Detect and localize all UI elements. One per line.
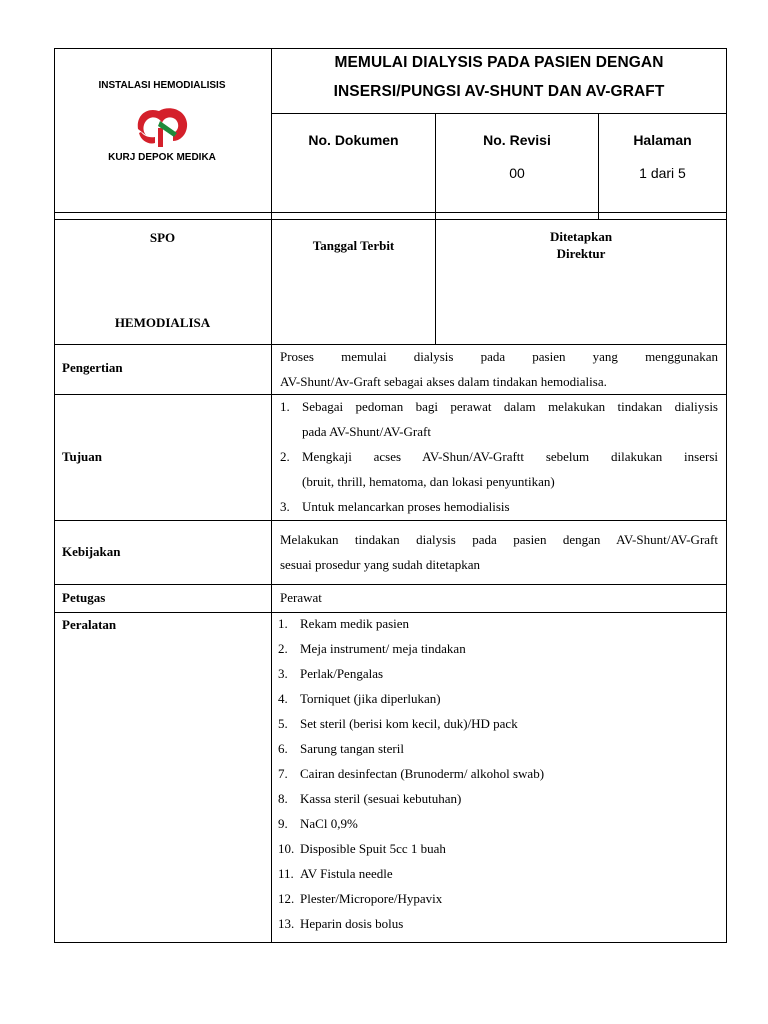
list-text: Set steril (berisi kom kecil, duk)/HD pack [300, 716, 518, 731]
list-number: 12. [278, 891, 295, 906]
list-text: Cairan desinfectan (Brunoderm/ alkohol swab) [300, 766, 545, 781]
institution-top: INSTALASI HEMODIALISIS [98, 80, 226, 91]
list-text: Kassa steril (sesuai kebutuhan) [300, 791, 462, 806]
kebijakan-label: Kebijakan [62, 544, 121, 559]
kebijakan-line1: Melakukan tindakan dialysis pada pasien dengan AV-Shunt/AV-Graft [280, 532, 718, 547]
hospital-logo-icon [133, 103, 191, 149]
list-text: Sarung tangan steril [300, 741, 404, 756]
document-title-line1: MEMULAI DIALYSIS PADA PASIEN DENGAN [334, 54, 664, 71]
table-border-left [54, 48, 55, 943]
doc-number-label: No. Dokumen [308, 132, 399, 148]
tujuan-list [280, 394, 718, 519]
petugas-value: Perawat [280, 590, 322, 605]
petugas-label: Petugas [62, 590, 106, 605]
header-double-line-1 [54, 212, 727, 213]
list-text: Heparin dosis bolus [300, 916, 404, 931]
list-item [278, 861, 718, 886]
list-number: 1. [278, 616, 288, 631]
approved-by-line2: Direktur [556, 246, 606, 261]
list-text: Disposible Spuit 5cc 1 buah [300, 841, 446, 856]
list-number: 3. [280, 499, 290, 514]
list-text: NaCl 0,9% [300, 816, 358, 831]
list-item [278, 686, 718, 711]
list-number: 11. [278, 866, 294, 881]
list-number: 4. [278, 691, 288, 706]
list-item [278, 661, 718, 686]
issued-date-label: Tanggal Terbit [312, 238, 395, 253]
list-number: 2. [280, 449, 290, 464]
list-number: 3. [278, 666, 288, 681]
list-text: Untuk melancarkan proses hemodialisis [302, 499, 510, 514]
row-line-tujuan [54, 520, 727, 521]
list-number: 7. [278, 766, 288, 781]
revision-value: 00 [509, 165, 525, 181]
table-border-bottom [54, 942, 727, 943]
institution-bottom: KURJ DEPOK MEDIKA [108, 152, 216, 163]
list-text: Sebagai pedoman bagi perawat dalam melakukan tindakan dialiysis [302, 399, 718, 414]
list-number: 1. [280, 399, 290, 414]
list-item [278, 811, 718, 836]
list-text: Perlak/Pengalas [300, 666, 384, 681]
list-item [280, 444, 718, 494]
rev-page-divider [598, 113, 599, 213]
header-double-line-2 [54, 219, 727, 220]
list-item [278, 836, 718, 861]
peralatan-label: Peralatan [62, 617, 117, 632]
page-label: Halaman [633, 132, 692, 148]
table-border-right [726, 48, 727, 943]
list-number: 9. [278, 816, 288, 831]
list-text: Rekam medik pasien [300, 616, 410, 631]
list-text: pada AV-Shunt/AV-Graft [302, 424, 431, 439]
list-item [278, 786, 718, 811]
list-text: (bruit, thrill, hematoma, dan lokasi penyuntikan) [302, 474, 555, 489]
list-item [278, 886, 718, 911]
table-border-top [54, 48, 727, 49]
spo-unit: HEMODIALISA [114, 315, 211, 330]
title-bottom-line [271, 113, 727, 114]
row-line-kebijakan [54, 584, 727, 585]
list-number: 13. [278, 916, 295, 931]
tick [598, 212, 599, 220]
list-text: AV Fistula needle [300, 866, 393, 881]
list-item [280, 494, 718, 519]
tujuan-label: Tujuan [62, 449, 102, 464]
list-number: 10. [278, 841, 295, 856]
list-item [278, 911, 718, 936]
list-text: Mengkaji acses AV-Shun/AV-Graftt sebelum dilakukan insersi [302, 449, 718, 464]
kebijakan-line2: sesuai prosedur yang sudah ditetapkan [280, 557, 481, 572]
list-item [278, 611, 718, 636]
list-text: Meja instrument/ meja tindakan [300, 641, 466, 656]
list-item [278, 761, 718, 786]
kebijakan-text [280, 527, 718, 577]
revision-label: No. Revisi [483, 132, 551, 148]
doc-rev-divider [435, 113, 436, 213]
pengertian-text [280, 344, 718, 394]
list-item [278, 636, 718, 661]
list-number: 2. [278, 641, 288, 656]
document-title-line2: INSERSI/PUNGSI AV-SHUNT DAN AV-GRAFT [333, 83, 665, 100]
list-item [278, 736, 718, 761]
peralatan-list [278, 611, 718, 936]
page-value: 1 dari 5 [639, 165, 686, 181]
approved-by-line1: Ditetapkan [549, 229, 613, 244]
list-item [278, 711, 718, 736]
list-number: 5. [278, 716, 288, 731]
pengertian-label: Pengertian [62, 360, 123, 375]
pengertian-line1: Proses memulai dialysis pada pasien yang menggunakan [280, 349, 718, 364]
list-number: 6. [278, 741, 288, 756]
pengertian-line2: AV-Shunt/Av-Graft sebagai akses dalam tindakan hemodialisa. [280, 374, 607, 389]
list-text: Plester/Micropore/Hypavix [300, 891, 443, 906]
list-number: 8. [278, 791, 288, 806]
list-text: Torniquet (jika diperlukan) [300, 691, 441, 706]
spo-label: SPO [149, 230, 176, 245]
label-column-divider [271, 219, 272, 943]
list-item [280, 394, 718, 444]
